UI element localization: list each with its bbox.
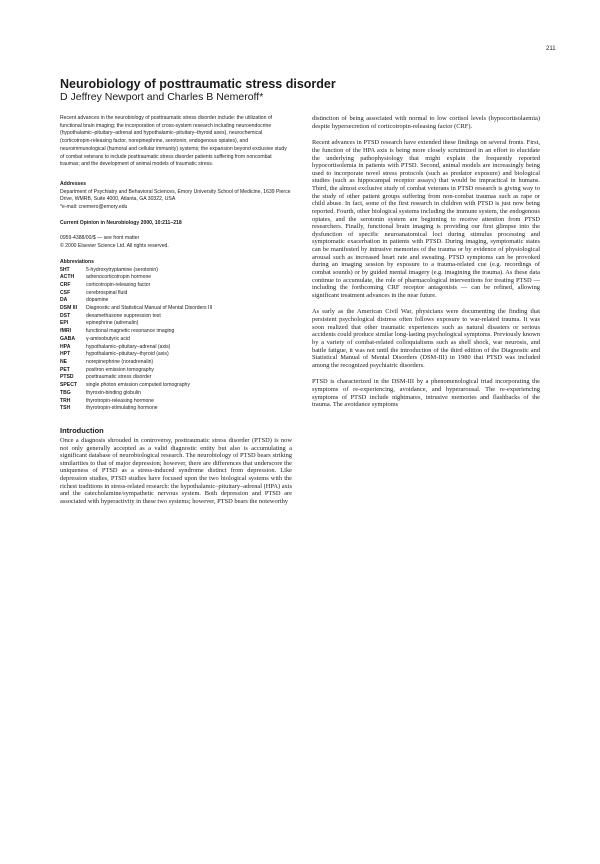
abbreviation-row — [60, 374, 292, 382]
introduction-heading: Introduction — [60, 425, 104, 435]
addresses-block — [60, 181, 292, 212]
body-paragraph: As early as the American Civil War, physicians were documenting the finding that persistent psychological distress often follows exposure to war-related trauma. It was soon realized that other traumatic experiences such as natural disasters or serious accidents could produce similar long-lasting psychological symptoms. Previously known by a variety of combat-related colloquialisms such as shell shock, war neurosis, and battle fatigue, it was not until the introduction of the third edition of the Diagnostic and Statistical Manual of Mental Disorders (DSM-III) in 1980 that PTSD was included among the recognized psychiatric disorders. — [312, 308, 540, 369]
addresses-label: Addresses — [60, 180, 87, 187]
abbreviation-row — [60, 398, 292, 406]
page-number: 211 — [546, 46, 556, 52]
abbreviation-key: CRF — [60, 281, 71, 288]
abbreviation-key: CSF — [60, 289, 71, 296]
abbreviation-row — [60, 320, 292, 328]
abbreviation-row — [60, 328, 292, 336]
abbreviation-row — [60, 390, 292, 398]
abbreviation-definition: corticotropin-releasing factor — [86, 281, 151, 288]
abbreviation-definition: Diagnostic and Statistical Manual of Mental Disorders III — [86, 305, 213, 312]
body-paragraph: PTSD is characterized in the DSM-III by a phenomenological triad incorporating the symptoms of re-experiencing, avoidance, and hyperarousal. The re-experiencing symptoms of PTSD include nightmares, intrusive memories and flashbacks of the trauma. The avoidance symptoms — [312, 378, 540, 409]
abbreviation-row — [60, 297, 292, 305]
copyright-line: © 2000 Elsevier Science Ltd. All rights reserved. — [60, 243, 169, 250]
address-line: Department of Psychiatry and Behavioral Sciences, Emory University School of Medicine, 1639 Pierce Drive, WMRB, Suite 4000, Atlanta, GA 30322, USA — [60, 188, 291, 203]
abbreviation-key: PET — [60, 366, 70, 373]
abbreviation-definition: epinephrine (adrenalin) — [86, 320, 139, 327]
abbreviation-key: HPT — [60, 351, 71, 358]
abstract: Recent advances in the neurobiology of posttraumatic stress disorder include: the utilization of functional brain imaging; the incorporation of cross-system research including neuroendocrine (hypothalamic–pituitary–adrenal and hypothalamic–pituitary–thyroid axes), neurochemical (corticotropin-releasing factor, norepinephrine, serotonin, endogenous opiates), and neuroimmunological (humoral and cellular immunity) systems; the expansion beyond exclusive study of combat veterans to include posttraumatic stress disorder patients suffering from noncombat traumas; and the development of animal models of traumatic stress. — [60, 115, 287, 168]
abbreviation-definition: hypothalamic–pituitary–thyroid (axis) — [86, 351, 169, 358]
abbreviation-key: TRH — [60, 397, 71, 404]
abbreviation-key: ACTH — [60, 274, 75, 281]
abbreviation-row — [60, 382, 292, 390]
abbreviation-definition: norepinephrine (noradrenalin) — [86, 358, 154, 365]
abbreviation-key: EPI — [60, 320, 69, 327]
body-paragraph: Recent advances in PTSD research have extended these findings on several fronts. First, the function of the HPA axis is being more closely scrutinized in an effort to elucidate the underlying pathophysiology that might explain the frequently reported hypocortisolemia in patients with PTSD. Second, animal models are increasingly being used to incorporate novel stress protocols (such as predator exposure) and biological studies (such as hippocampal receptor assays) that would be impractical in humans. Third, the almost exclusive study of combat veterans in PTSD research is giving way to the study of other patient groups suffering from non-combat traumas such as rape or child abuse. In fact, some of the first research in children with PTSD is just now being reported. Fourth, other biological systems including the immune system, the endogenous opiates, and the serotonin system are beginning to receive attention from PTSD researchers. Finally, functional brain imaging is providing our first glimpse into the dysfunction of specific neuroanatomical loci during stimulus processing and symptomatic exacerbation in patients with PTSD. During imaging, symptomatic states can be manifested by intrusive memories of the trauma or by evidence of physiological arousal such as increased heart rate and sweating. PTSD symptoms can be provoked during an imaging session by exposure to a trauma-related cue (e.g. recordings of combat sounds) or by guided mental imagery (e.g. imagining the trauma). As these data continue to accumulate, the role of pharmacological interventions for treating PTSD — including the forthcoming CRF receptor antagonists — can be refined, allowing significant treatment advances in the near future. — [312, 139, 540, 299]
abbreviation-key: NE — [60, 358, 68, 365]
abbreviation-row — [60, 344, 292, 352]
abbreviation-key: SPECT — [60, 382, 77, 389]
abbreviation-key: DSM III — [60, 305, 77, 312]
abbreviation-row — [60, 305, 292, 313]
abbreviation-key: fMRI — [60, 328, 72, 335]
citation-block — [60, 220, 292, 228]
abbreviation-definition: dexamethasone suppression test — [86, 312, 161, 319]
abbreviation-key: PTSD — [60, 374, 74, 381]
abbreviation-definition: cerebrospinal fluid — [86, 289, 128, 296]
introduction-paragraph: Once a diagnosis shrouded in controversy, posttraumatic stress disorder (PTSD) is now not only generally accepted as a valid diagnostic entity but also is accumulating a significant database of neurobiological research. The neurobiology of PTSD bears striking similarities to that of major depression; however, there are differences that underscore the uniqueness of PTSD as a stress-induced syndrome distinct from depression. Like depression studies, PTSD studies have focused upon the two biological systems with the richest traditions in stress-related research: the hypothalamic–pituitary–adrenal (HPA) axis and the catecholamine/sympathetic nervous system. Both depression and PTSD are associated with hyperactivity in these two systems; however, PTSD bears the noteworthy — [60, 436, 292, 505]
abbreviation-definition: hypothalamic–pituitary–adrenal (axis) — [86, 343, 171, 350]
abbreviation-key: DA — [60, 297, 68, 304]
email-line: *e-mail: cnemero@emory.edu — [60, 204, 128, 211]
left-column — [60, 115, 292, 506]
abbreviation-definition: thyrotropin-releasing hormone — [86, 397, 154, 404]
article-title: Neurobiology of posttraumatic stress disorder — [60, 77, 336, 91]
abbreviation-key: TSH — [60, 405, 71, 412]
issn-line: 0959-4388/00/$ — see front matter — [60, 235, 140, 242]
abbreviation-key: GABA — [60, 335, 75, 342]
abbreviation-definition: posttraumatic stress disorder — [86, 374, 152, 381]
abbreviation-definition: single photon emission computed tomography — [86, 382, 190, 389]
abbreviation-row — [60, 351, 292, 359]
issn-block — [60, 235, 292, 250]
right-column — [312, 115, 540, 418]
body-paragraph: distinction of being associated with normal to low cortisol levels (hypocortisolaemia) despite hypersecretion of corticotropin-releasing factor (CRF). — [312, 115, 540, 130]
abbreviation-key: TBG — [60, 389, 71, 396]
abbreviation-definition: positron emission tomography — [86, 366, 154, 373]
abbreviation-row — [60, 274, 292, 282]
abbreviation-row — [60, 336, 292, 344]
journal-citation: Current Opinion in Neurobiology 2000, 10:211–218 — [60, 219, 182, 226]
abbreviation-row — [60, 282, 292, 290]
abbreviations-label: Abbreviations — [60, 258, 94, 265]
abbreviation-definition: dopamine — [86, 297, 109, 304]
abbreviation-key: DST — [60, 312, 71, 319]
abbreviation-definition: thyroxin-binding globulin — [86, 389, 141, 396]
abbreviation-key: HPA — [60, 343, 71, 350]
abbreviation-definition: functional magnetic resonance imaging — [86, 328, 175, 335]
author-line: D Jeffrey Newport and Charles B Nemeroff* — [60, 91, 264, 103]
abbreviation-definition: thyrotropin-stimulating hormone — [86, 405, 158, 412]
abbreviation-row — [60, 405, 292, 413]
abbreviation-row — [60, 290, 292, 298]
abbreviations-block — [60, 259, 292, 413]
abbreviation-definition: adrenocorticotropin hormone — [86, 274, 152, 281]
abbreviation-definition: 5-hydroxytryptamine (serotonin) — [86, 266, 158, 273]
abbreviation-row — [60, 313, 292, 321]
abbreviation-row — [60, 267, 292, 275]
abbreviation-key: 5HT — [60, 266, 70, 273]
abbreviation-row — [60, 367, 292, 375]
abbreviation-definition: γ-aminobutyric acid — [86, 335, 130, 342]
abbreviation-row — [60, 359, 292, 367]
